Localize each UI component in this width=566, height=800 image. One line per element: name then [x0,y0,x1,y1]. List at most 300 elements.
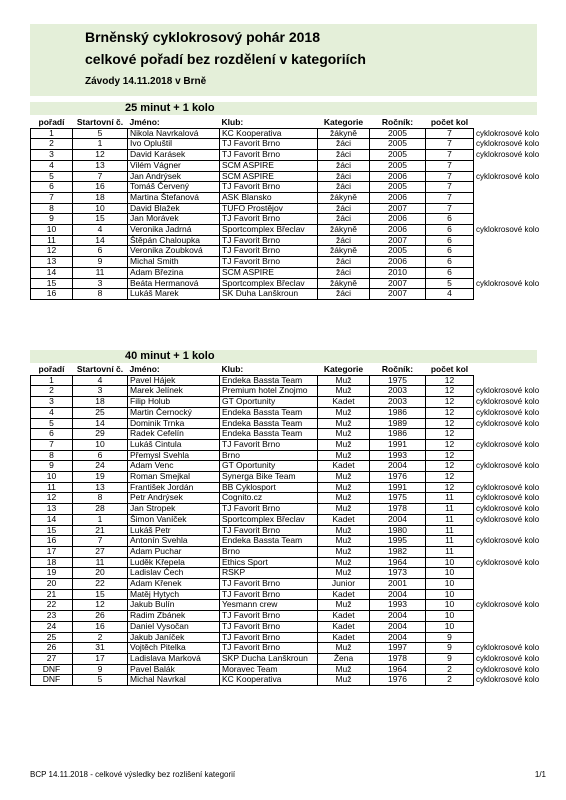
start-number-cell: 8 [73,493,128,504]
start-number-cell: 2 [73,632,128,643]
club-cell: TJ Favorit Brno [220,235,318,246]
year-cell: 1973 [370,568,426,579]
year-cell: 2005 [370,160,426,171]
year-cell: 2003 [370,397,426,408]
start-number-cell: 26 [73,611,128,622]
start-number-cell: 13 [73,160,128,171]
table-row [31,397,550,408]
start-number-cell: 12 [73,150,128,161]
start-number-cell: 5 [73,675,128,686]
name-cell: Ladislava Marková [128,653,220,664]
laps-cell: 7 [426,192,474,203]
name-cell: Nikola Navrkalová [128,128,220,139]
start-number-cell: 7 [73,536,128,547]
club-cell: TJ Favorit Brno [220,643,318,654]
name-cell: Lukáš Marek [128,289,220,300]
name-cell: Jakub Bulín [128,600,220,611]
year-cell: 2004 [370,611,426,622]
bike-note-cell [474,546,550,557]
bike-note-cell [474,525,550,536]
name-cell: Marek Jelínek [128,386,220,397]
rank-cell: 15 [31,525,73,536]
rank-cell: 11 [31,235,73,246]
start-number-cell: 24 [73,461,128,472]
bike-note-cell [474,267,550,278]
start-number-cell: 5 [73,128,128,139]
club-cell: Endeka Bassta Team [220,429,318,440]
bike-note-cell: cyklokrosové kolo [476,675,540,685]
start-number-cell: 22 [73,579,128,590]
year-cell: 2006 [370,171,426,182]
year-cell: 1978 [370,653,426,664]
table-row [31,214,550,225]
rank-cell: 8 [31,450,73,461]
name-cell: Šimon Vaníček [128,514,220,525]
rank-cell: 10 [31,225,73,236]
table-row [31,225,550,236]
category-cell: Muž [318,429,370,440]
category-cell: Junior [318,579,370,590]
club-cell: KC Kooperativa [220,675,318,686]
laps-cell: 7 [426,182,474,193]
club-cell: TJ Favorit Brno [220,632,318,643]
table-row [31,675,550,686]
bike-note-cell: cyklokrosové kolo [476,653,540,663]
club-cell: TJ Favorit Brno [220,139,318,150]
table-row [31,139,550,150]
rank-cell: 9 [31,461,73,472]
year-cell: 2005 [370,150,426,161]
start-number-cell: 18 [73,397,128,408]
rank-cell: 3 [31,397,73,408]
laps-cell: 11 [426,546,474,557]
name-cell: David Blažek [128,203,220,214]
bike-note-cell [474,192,550,203]
section-2-header [30,350,537,363]
col-header-club: Klub: [221,364,244,374]
year-cell: 1991 [370,482,426,493]
name-cell: Lukáš Petr [128,525,220,536]
club-cell: Sportcomplex Břeclav [220,225,318,236]
document-subtitle: celkové pořadí bez rozdělení v kategoriích [85,51,366,67]
year-cell: 2003 [370,386,426,397]
laps-cell: 6 [426,257,474,268]
start-number-cell: 17 [73,653,128,664]
club-cell: GT Oportunity [220,397,318,408]
start-number-cell: 3 [73,278,128,289]
name-cell: Radim Zbánek [128,611,220,622]
name-cell: David Karásek [128,150,220,161]
bike-note-cell [474,429,550,440]
name-cell: Veronika Jadrná [128,225,220,236]
year-cell: 2006 [370,225,426,236]
bike-note-cell: cyklokrosové kolo [476,504,540,514]
page-number: 1/1 [534,770,546,779]
laps-cell: 10 [426,579,474,590]
col-header-category: Kategorie [323,364,364,374]
bike-note-cell: cyklokrosové kolo [476,600,540,610]
laps-cell: 7 [426,128,474,139]
year-cell: 2006 [370,257,426,268]
rank-cell: 15 [31,278,73,289]
club-cell: Brno [220,546,318,557]
rank-cell: 5 [31,171,73,182]
table-row [31,203,550,214]
start-number-cell: 19 [73,472,128,483]
start-number-cell: 15 [73,589,128,600]
name-cell: Jan Stropek [128,504,220,515]
table-row [31,472,550,483]
table-row [31,182,550,193]
col-header-rank: pořadí [38,364,65,374]
table-row [31,461,550,472]
start-number-cell: 4 [73,375,128,386]
laps-cell: 12 [426,375,474,386]
bike-note-cell [474,235,550,246]
year-cell: 2001 [370,579,426,590]
rank-cell: 12 [31,246,73,257]
laps-cell: 6 [426,235,474,246]
name-cell: Lukáš Cintula [128,439,220,450]
laps-cell: 7 [426,203,474,214]
col-header-start-number: Startovní č. [76,364,124,374]
section-1-title: 25 minut + 1 kolo [125,102,215,114]
year-cell: 2005 [370,246,426,257]
category-cell: žáci [318,171,370,182]
year-cell: 1993 [370,600,426,611]
category-cell: Muž [318,407,370,418]
year-cell: 1975 [370,375,426,386]
table-row [31,278,550,289]
bike-note-cell [474,182,550,193]
col-header-laps: počet kol [430,117,469,127]
club-cell: TJ Favorit Brno [220,611,318,622]
category-cell: Muž [318,568,370,579]
year-cell: 2004 [370,514,426,525]
laps-cell: 4 [426,289,474,300]
rank-cell: 7 [31,192,73,203]
club-cell: Endeka Bassta Team [220,536,318,547]
document-header [30,24,537,96]
table-header-row [31,118,550,128]
laps-cell: 12 [426,461,474,472]
bike-note-cell: cyklokrosové kolo [476,128,540,138]
name-cell: Vojtěch Pitelka [128,643,220,654]
bike-note-cell: cyklokrosové kolo [476,482,540,492]
name-cell: Jakub Janíček [128,632,220,643]
col-header-year: Ročník: [381,364,414,374]
rank-cell: 4 [31,160,73,171]
laps-cell: 11 [426,525,474,536]
name-cell: Martina Štefanová [128,192,220,203]
start-number-cell: 16 [73,182,128,193]
table-row [31,653,550,664]
club-cell: TJ Favorit Brno [220,246,318,257]
bike-note-cell [474,568,550,579]
start-number-cell: 3 [73,386,128,397]
rank-cell: 11 [31,482,73,493]
name-cell: Štěpán Chaloupka [128,235,220,246]
laps-cell: 7 [426,150,474,161]
bike-note-cell: cyklokrosové kolo [476,439,540,449]
category-cell: žáci [318,257,370,268]
laps-cell: 9 [426,653,474,664]
year-cell: 1991 [370,439,426,450]
rank-cell: 12 [31,493,73,504]
table-row [31,439,550,450]
category-cell: Muž [318,600,370,611]
bike-note-cell: cyklokrosové kolo [476,643,540,653]
bike-note-cell: cyklokrosové kolo [476,397,540,407]
section-1-header [30,102,537,115]
year-cell: 1975 [370,493,426,504]
bike-note-cell [474,579,550,590]
category-cell: žáci [318,160,370,171]
table-row [31,246,550,257]
category-cell: žákyně [318,192,370,203]
laps-cell: 2 [426,675,474,686]
rank-cell: 14 [31,267,73,278]
rank-cell: 17 [31,546,73,557]
table-row [31,418,550,429]
category-cell: Kadet [318,397,370,408]
year-cell: 1976 [370,675,426,686]
rank-cell: 4 [31,407,73,418]
laps-cell: 5 [426,278,474,289]
rank-cell: 27 [31,653,73,664]
club-cell: TJ Favorit Brno [220,589,318,600]
col-header-laps: počet kol [430,364,469,374]
club-cell: KC Kooperativa [220,128,318,139]
section-2-title: 40 minut + 1 kolo [125,350,215,362]
start-number-cell: 28 [73,504,128,515]
laps-cell: 6 [426,214,474,225]
category-cell: žáci [318,203,370,214]
bike-note-cell: cyklokrosové kolo [476,514,540,524]
start-number-cell: 21 [73,525,128,536]
rank-cell: 7 [31,439,73,450]
club-cell: TJ Favorit Brno [220,182,318,193]
category-cell: Muž [318,418,370,429]
rank-cell: 24 [31,621,73,632]
table-row [31,664,550,675]
table-header-row [31,365,550,375]
club-cell: Endeka Bassta Team [220,375,318,386]
category-cell: Muž [318,675,370,686]
category-cell: žáci [318,182,370,193]
laps-cell: 12 [426,397,474,408]
table-row [31,568,550,579]
year-cell: 1995 [370,536,426,547]
laps-cell: 12 [426,450,474,461]
laps-cell: 10 [426,611,474,622]
category-cell: Muž [318,536,370,547]
start-number-cell: 10 [73,439,128,450]
laps-cell: 6 [426,246,474,257]
category-cell: Muž [318,504,370,515]
laps-cell: 9 [426,643,474,654]
results-table-25min [30,118,550,300]
club-cell: Endeka Bassta Team [220,418,318,429]
laps-cell: 10 [426,600,474,611]
year-cell: 2004 [370,589,426,600]
rank-cell: 19 [31,568,73,579]
category-cell: Kadet [318,632,370,643]
bike-note-cell: cyklokrosové kolo [476,461,540,471]
start-number-cell: 6 [73,246,128,257]
category-cell: žáci [318,150,370,161]
year-cell: 2007 [370,235,426,246]
name-cell: Jan Andrýsek [128,171,220,182]
club-cell: SCM ASPIRE [220,160,318,171]
bike-note-cell: cyklokrosové kolo [476,171,540,181]
year-cell: 2004 [370,461,426,472]
name-cell: Pavel Hájek [128,375,220,386]
bike-note-cell [474,450,550,461]
footer-text: BCP 14.11.2018 - celkové výsledky bez rozlišení kategorií [30,770,236,779]
laps-cell: 7 [426,171,474,182]
rank-cell: 3 [31,150,73,161]
table-row [31,557,550,568]
rank-cell: 2 [31,386,73,397]
category-cell: Kadet [318,514,370,525]
year-cell: 1978 [370,504,426,515]
category-cell: Muž [318,546,370,557]
col-header-rank: pořadí [38,117,65,127]
rank-cell: 6 [31,429,73,440]
bike-note-cell: cyklokrosové kolo [476,557,540,567]
laps-cell: 7 [426,160,474,171]
start-number-cell: 14 [73,418,128,429]
category-cell: Muž [318,493,370,504]
name-cell: Beáta Hermanová [128,278,220,289]
rank-cell: 10 [31,472,73,483]
club-cell: TJ Favorit Brno [220,214,318,225]
rank-cell: 23 [31,611,73,622]
name-cell: Radek Cefelín [128,429,220,440]
laps-cell: 12 [426,472,474,483]
laps-cell: 12 [426,418,474,429]
table-row [31,536,550,547]
document-title: Brněnský cyklokrosový pohár 2018 [85,29,321,45]
table-row [31,289,550,300]
club-cell: Brno [220,450,318,461]
bike-note-cell [474,289,550,300]
bike-note-cell: cyklokrosové kolo [476,225,540,235]
club-cell: TJ Favorit Brno [220,439,318,450]
rank-cell: 16 [31,536,73,547]
category-cell: Muž [318,439,370,450]
start-number-cell: 11 [73,267,128,278]
rank-cell: 14 [31,514,73,525]
name-cell: Matěj Hytych [128,589,220,600]
bike-note-cell: cyklokrosové kolo [476,386,540,396]
category-cell: Kadet [318,589,370,600]
club-cell: SCM ASPIRE [220,267,318,278]
year-cell: 2006 [370,192,426,203]
start-number-cell: 14 [73,235,128,246]
club-cell: Sportcomplex Břeclav [220,514,318,525]
category-cell: Žena [318,653,370,664]
category-cell: žáci [318,267,370,278]
start-number-cell: 16 [73,621,128,632]
name-cell: Adam Venc [128,461,220,472]
table-row [31,514,550,525]
table-row [31,429,550,440]
club-cell: BB Cyklosport [220,482,318,493]
table-row [31,525,550,536]
rank-cell: 18 [31,557,73,568]
club-cell: TJ Favorit Brno [220,621,318,632]
results-table-40min [30,365,550,686]
laps-cell: 12 [426,439,474,450]
year-cell: 2004 [370,632,426,643]
rank-cell: DNF [31,664,73,675]
club-cell: SK Duha Lanškroun [220,289,318,300]
start-number-cell: 4 [73,225,128,236]
bike-note-cell [474,214,550,225]
table-row [31,632,550,643]
club-cell: SCM ASPIRE [220,171,318,182]
start-number-cell: 6 [73,450,128,461]
bike-note-cell [474,160,550,171]
col-header-category: Kategorie [323,117,364,127]
table-row [31,171,550,182]
name-cell: Jan Morávek [128,214,220,225]
start-number-cell: 9 [73,664,128,675]
start-number-cell: 18 [73,192,128,203]
rank-cell: 5 [31,418,73,429]
table-row [31,493,550,504]
year-cell: 1986 [370,407,426,418]
club-cell: Premium hotel Znojmo [220,386,318,397]
table-row [31,128,550,139]
club-cell: Cognito.cz [220,493,318,504]
race-date: Závody 14.11.2018 v Brně [85,76,207,87]
table-row [31,579,550,590]
club-cell: TUFO Prostějov [220,203,318,214]
rank-cell: 9 [31,214,73,225]
category-cell: žáci [318,289,370,300]
category-cell: Muž [318,557,370,568]
name-cell: Tomáš Červený [128,182,220,193]
bike-note-cell [474,611,550,622]
year-cell: 2005 [370,128,426,139]
category-cell: Kadet [318,611,370,622]
rank-cell: 13 [31,257,73,268]
laps-cell: 11 [426,493,474,504]
table-row [31,192,550,203]
laps-cell: 6 [426,225,474,236]
year-cell: 2006 [370,214,426,225]
table-row [31,611,550,622]
category-cell: Muž [318,450,370,461]
laps-cell: 11 [426,504,474,515]
bike-note-cell: cyklokrosové kolo [476,139,540,149]
category-cell: Kadet [318,621,370,632]
rank-cell: 21 [31,589,73,600]
category-cell: Muž [318,375,370,386]
table-row [31,407,550,418]
name-cell: Dominik Trnka [128,418,220,429]
category-cell: žákyně [318,278,370,289]
year-cell: 2005 [370,139,426,150]
category-cell: Muž [318,643,370,654]
table-row [31,600,550,611]
start-number-cell: 1 [73,514,128,525]
year-cell: 1993 [370,450,426,461]
start-number-cell: 1 [73,139,128,150]
